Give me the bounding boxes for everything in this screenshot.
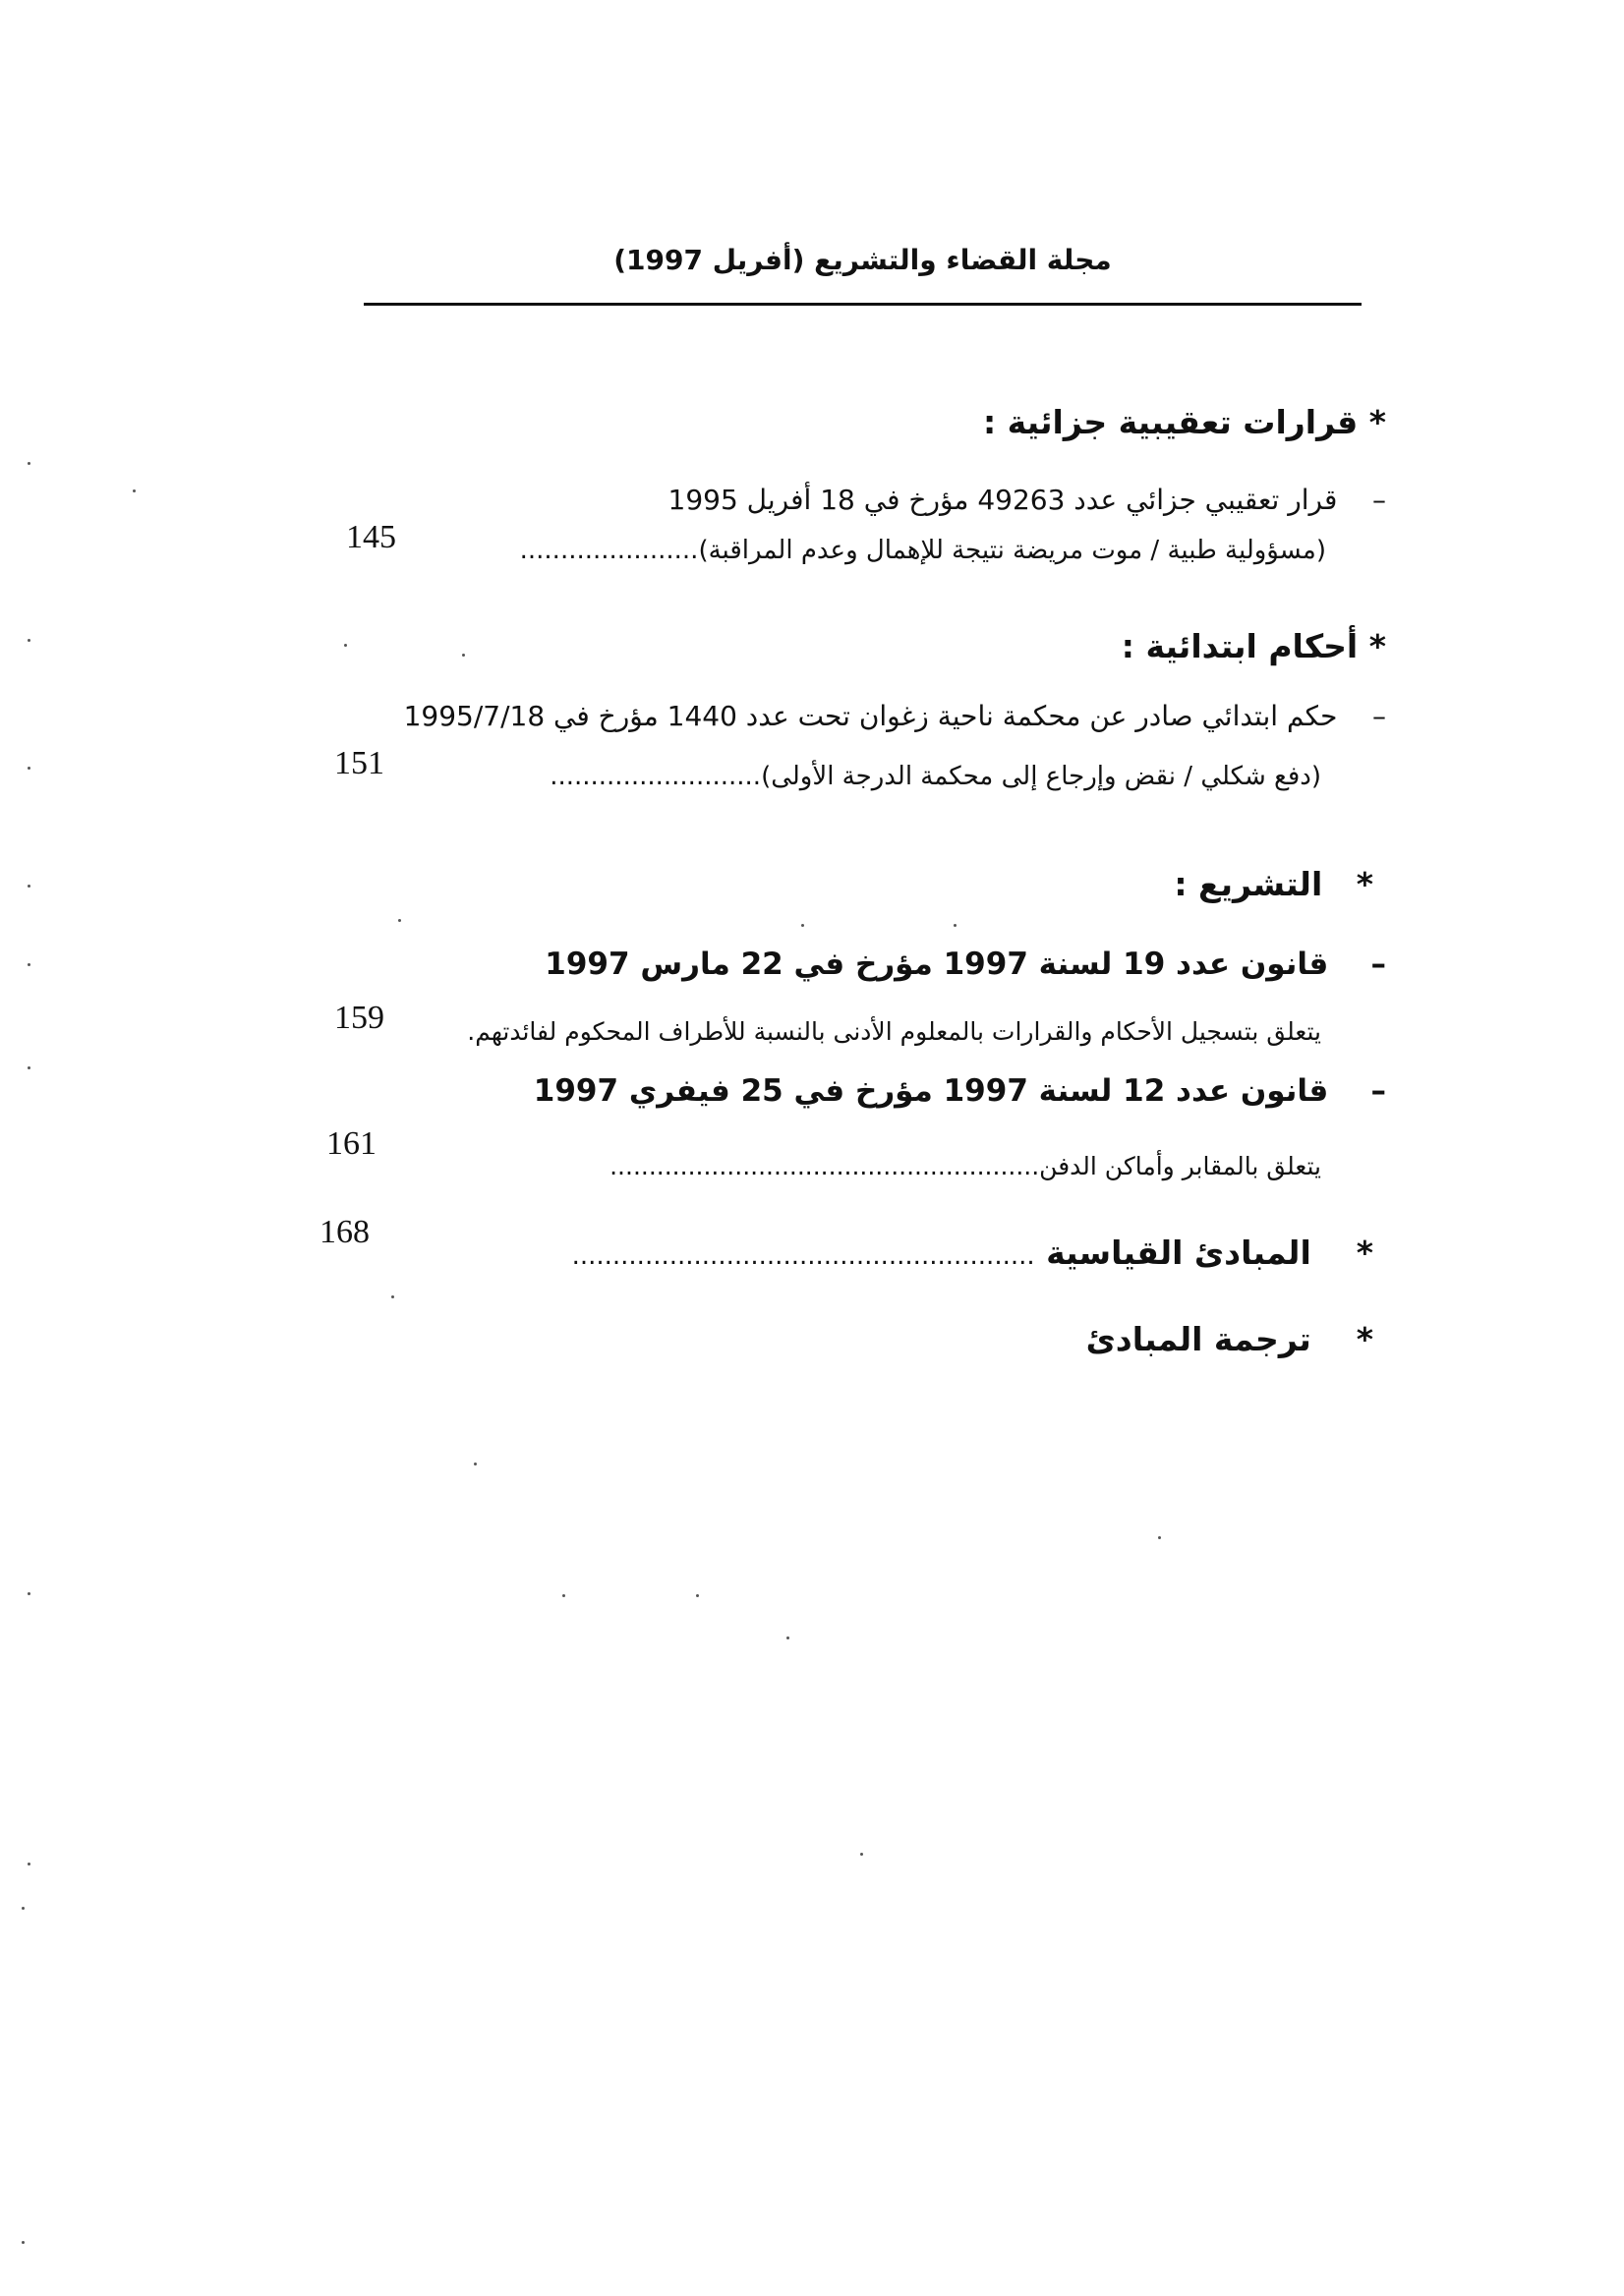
bullet-marker: * — [1356, 865, 1373, 903]
toc-entry-line1 — [534, 1073, 1386, 1109]
header-divider — [364, 303, 1362, 306]
scan-speck — [860, 1853, 863, 1856]
section-title: أحكام ابتدائية : — [1121, 627, 1359, 665]
dash-marker: – — [1372, 484, 1386, 516]
toc-entry-subtitle: يتعلق بتسجيل الأحكام والقرارات بالمعلوم الأدنى بالنسبة للأطراف المحكوم لفائدتهم. — [467, 1017, 1321, 1046]
dash-marker: – — [1372, 700, 1386, 732]
section-criminal-cassation — [983, 403, 1386, 441]
page-number: 161 — [326, 1125, 377, 1162]
journal-header-title: مجلة القضاء والتشريع (أفريل 1997) — [613, 244, 1112, 276]
leader-dots: ......................................................... — [571, 1241, 1035, 1271]
section-title: ترجمة المبادئ — [1085, 1320, 1311, 1358]
scan-speck — [474, 1463, 477, 1465]
scan-speck — [696, 1594, 699, 1597]
section-title: التشريع : — [1174, 865, 1323, 903]
scan-speck — [22, 1907, 25, 1910]
dash-marker: – — [1370, 947, 1386, 982]
entry-title: قرار تعقيبي جزائي عدد 49263 مؤرخ في 18 أفريل 1995 — [667, 484, 1338, 516]
section-standard-principles — [572, 1234, 1373, 1272]
scan-speck — [1158, 1536, 1161, 1539]
entry-title: قانون عدد 19 لسنة 1997 مؤرخ في 22 مارس 1997 — [545, 947, 1329, 982]
scan-speck — [954, 924, 957, 927]
scan-speck — [786, 1636, 789, 1639]
page-number: 145 — [346, 519, 396, 555]
section-title: قرارات تعقيبية جزائية : — [982, 403, 1359, 441]
toc-entry-line1 — [545, 947, 1386, 982]
scan-speck — [28, 885, 30, 888]
entry-title: حكم ابتدائي صادر عن محكمة ناحية زغوان تحت عدد 1440 مؤرخ في 1995/7/18 — [403, 700, 1338, 732]
scan-speck — [133, 489, 136, 492]
page-number: 151 — [334, 745, 384, 781]
scan-speck — [28, 1592, 30, 1595]
scan-speck — [28, 639, 30, 642]
bullet-marker: * — [1368, 627, 1386, 665]
section-first-instance — [1122, 627, 1386, 665]
bullet-marker: * — [1356, 1234, 1373, 1272]
page-number: 159 — [334, 1000, 384, 1036]
section-legislation — [1174, 865, 1373, 903]
scan-speck — [391, 1295, 394, 1298]
dash-marker: – — [1370, 1073, 1386, 1109]
section-title: المبادئ القياسية — [1046, 1234, 1311, 1272]
toc-entry-subtitle: يتعلق بالمقابر وأماكن الدفن....................................................... — [609, 1152, 1321, 1180]
scan-speck — [562, 1594, 565, 1597]
page-number: 168 — [319, 1214, 370, 1250]
toc-entry-subtitle: (مسؤولية طبية / موت مريضة نتيجة للإهمال وعدم المراقبة)...................... — [519, 536, 1326, 565]
toc-entry-line1 — [404, 700, 1386, 732]
bullet-marker: * — [1356, 1320, 1373, 1358]
scan-speck — [22, 2241, 25, 2244]
section-principles-translation — [1086, 1320, 1373, 1358]
toc-entry-line1 — [668, 484, 1386, 516]
scan-speck — [28, 1863, 30, 1866]
scan-speck — [344, 644, 347, 647]
scan-speck — [462, 654, 465, 657]
scan-speck — [398, 919, 401, 922]
scan-speck — [28, 767, 30, 770]
scan-speck — [28, 1066, 30, 1069]
scan-speck — [28, 963, 30, 966]
toc-entry-subtitle: (دفع شكلي / نقض وإرجاع إلى محكمة الدرجة الأولى).......................... — [550, 762, 1321, 791]
scan-speck — [801, 924, 804, 927]
scan-speck — [28, 462, 30, 465]
entry-title: قانون عدد 12 لسنة 1997 مؤرخ في 25 فيفري 1997 — [533, 1073, 1329, 1109]
bullet-marker: * — [1368, 403, 1386, 441]
